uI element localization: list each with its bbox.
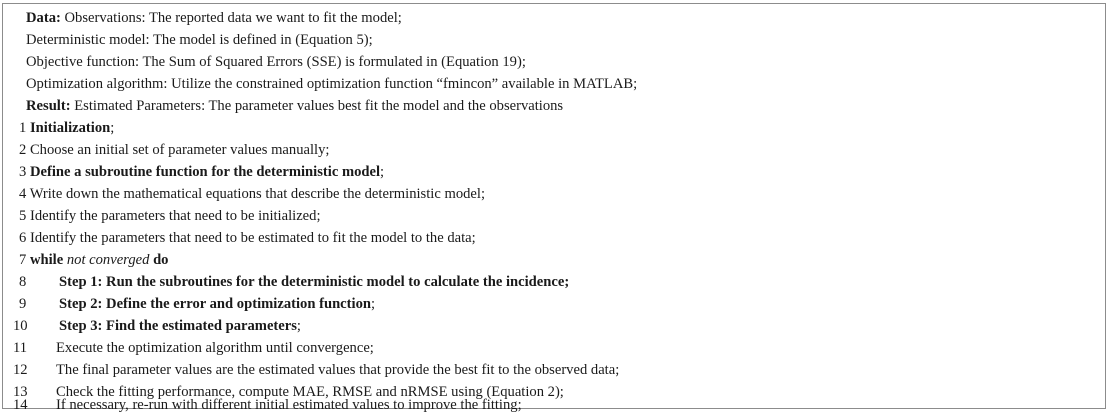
step-number: 4 <box>19 186 27 202</box>
data-text: Observations: The reported data we want to fit the model; <box>60 10 402 26</box>
step-line-3 <box>19 163 384 181</box>
step-text: Choose an initial set of parameter values manually; <box>29 142 330 158</box>
step-line-1 <box>19 119 114 137</box>
data-line <box>26 9 402 27</box>
step-number: 5 <box>19 208 27 224</box>
data-keyword: Data: <box>26 10 61 26</box>
step-number: 14 <box>13 397 28 413</box>
step-line-7 <box>19 251 168 269</box>
result-text: Estimated Parameters: The parameter values best fit the model and the observations <box>70 98 564 114</box>
deterministic-model-line: Deterministic model: The model is defined in (Equation 5); <box>26 32 373 48</box>
step-number: 3 <box>19 164 27 180</box>
step-text: Check the fitting performance, compute MAE, RMSE and nRMSE using (Equation 2); <box>56 384 564 400</box>
step-number: 1 <box>19 120 27 136</box>
step-number: 8 <box>19 274 27 290</box>
step-bold-text: Step 3: Find the estimated parameters <box>59 318 297 334</box>
step-number: 7 <box>19 252 27 268</box>
step-line-5 <box>19 207 321 225</box>
step-line-6 <box>19 229 476 247</box>
step-text: Identify the parameters that need to be initialized; <box>29 208 321 224</box>
step-number: 12 <box>13 362 28 378</box>
step-text: ; <box>371 296 376 312</box>
step-bold-text: Step 1: Run the subroutines for the deterministic model to calculate the incidence; <box>59 274 570 290</box>
step-text: Execute the optimization algorithm until convergence; <box>56 340 374 356</box>
while-keyword: while <box>29 252 64 268</box>
result-keyword: Result: <box>26 98 71 114</box>
step-line-4 <box>19 185 485 203</box>
step-text: ; <box>296 318 301 334</box>
step-line-2 <box>19 141 329 159</box>
step-number: 2 <box>19 142 27 158</box>
step-text: If necessary, re-run with different initial estimated values to improve the fitting; <box>56 397 522 413</box>
loop-condition: not converged <box>66 252 150 268</box>
step-number: 10 <box>13 318 28 334</box>
step-number: 13 <box>13 384 28 400</box>
step-bold-text: Step 2: Define the error and optimization function <box>59 296 371 312</box>
step-text: The final parameter values are the estimated values that provide the best fit to the observed data; <box>56 362 620 378</box>
result-line <box>26 97 563 115</box>
step-text: Identify the parameters that need to be estimated to fit the model to the data; <box>29 230 476 246</box>
step-number: 11 <box>13 340 28 356</box>
step-text: Write down the mathematical equations that describe the deterministic model; <box>29 186 486 202</box>
step-number: 9 <box>19 296 27 312</box>
do-keyword: do <box>153 252 169 268</box>
step-bold-text: Initialization <box>29 120 111 136</box>
optimization-algorithm-line: Optimization algorithm: Utilize the constrained optimization function “fmincon” available in MATLAB; <box>26 76 638 92</box>
step-number: 6 <box>19 230 27 246</box>
step-text: ; <box>380 164 385 180</box>
objective-function-line: Objective function: The Sum of Squared Errors (SSE) is formulated in (Equation 19); <box>26 54 526 70</box>
step-bold-text: Define a subroutine function for the deterministic model <box>29 164 381 180</box>
step-text: ; <box>110 120 115 136</box>
